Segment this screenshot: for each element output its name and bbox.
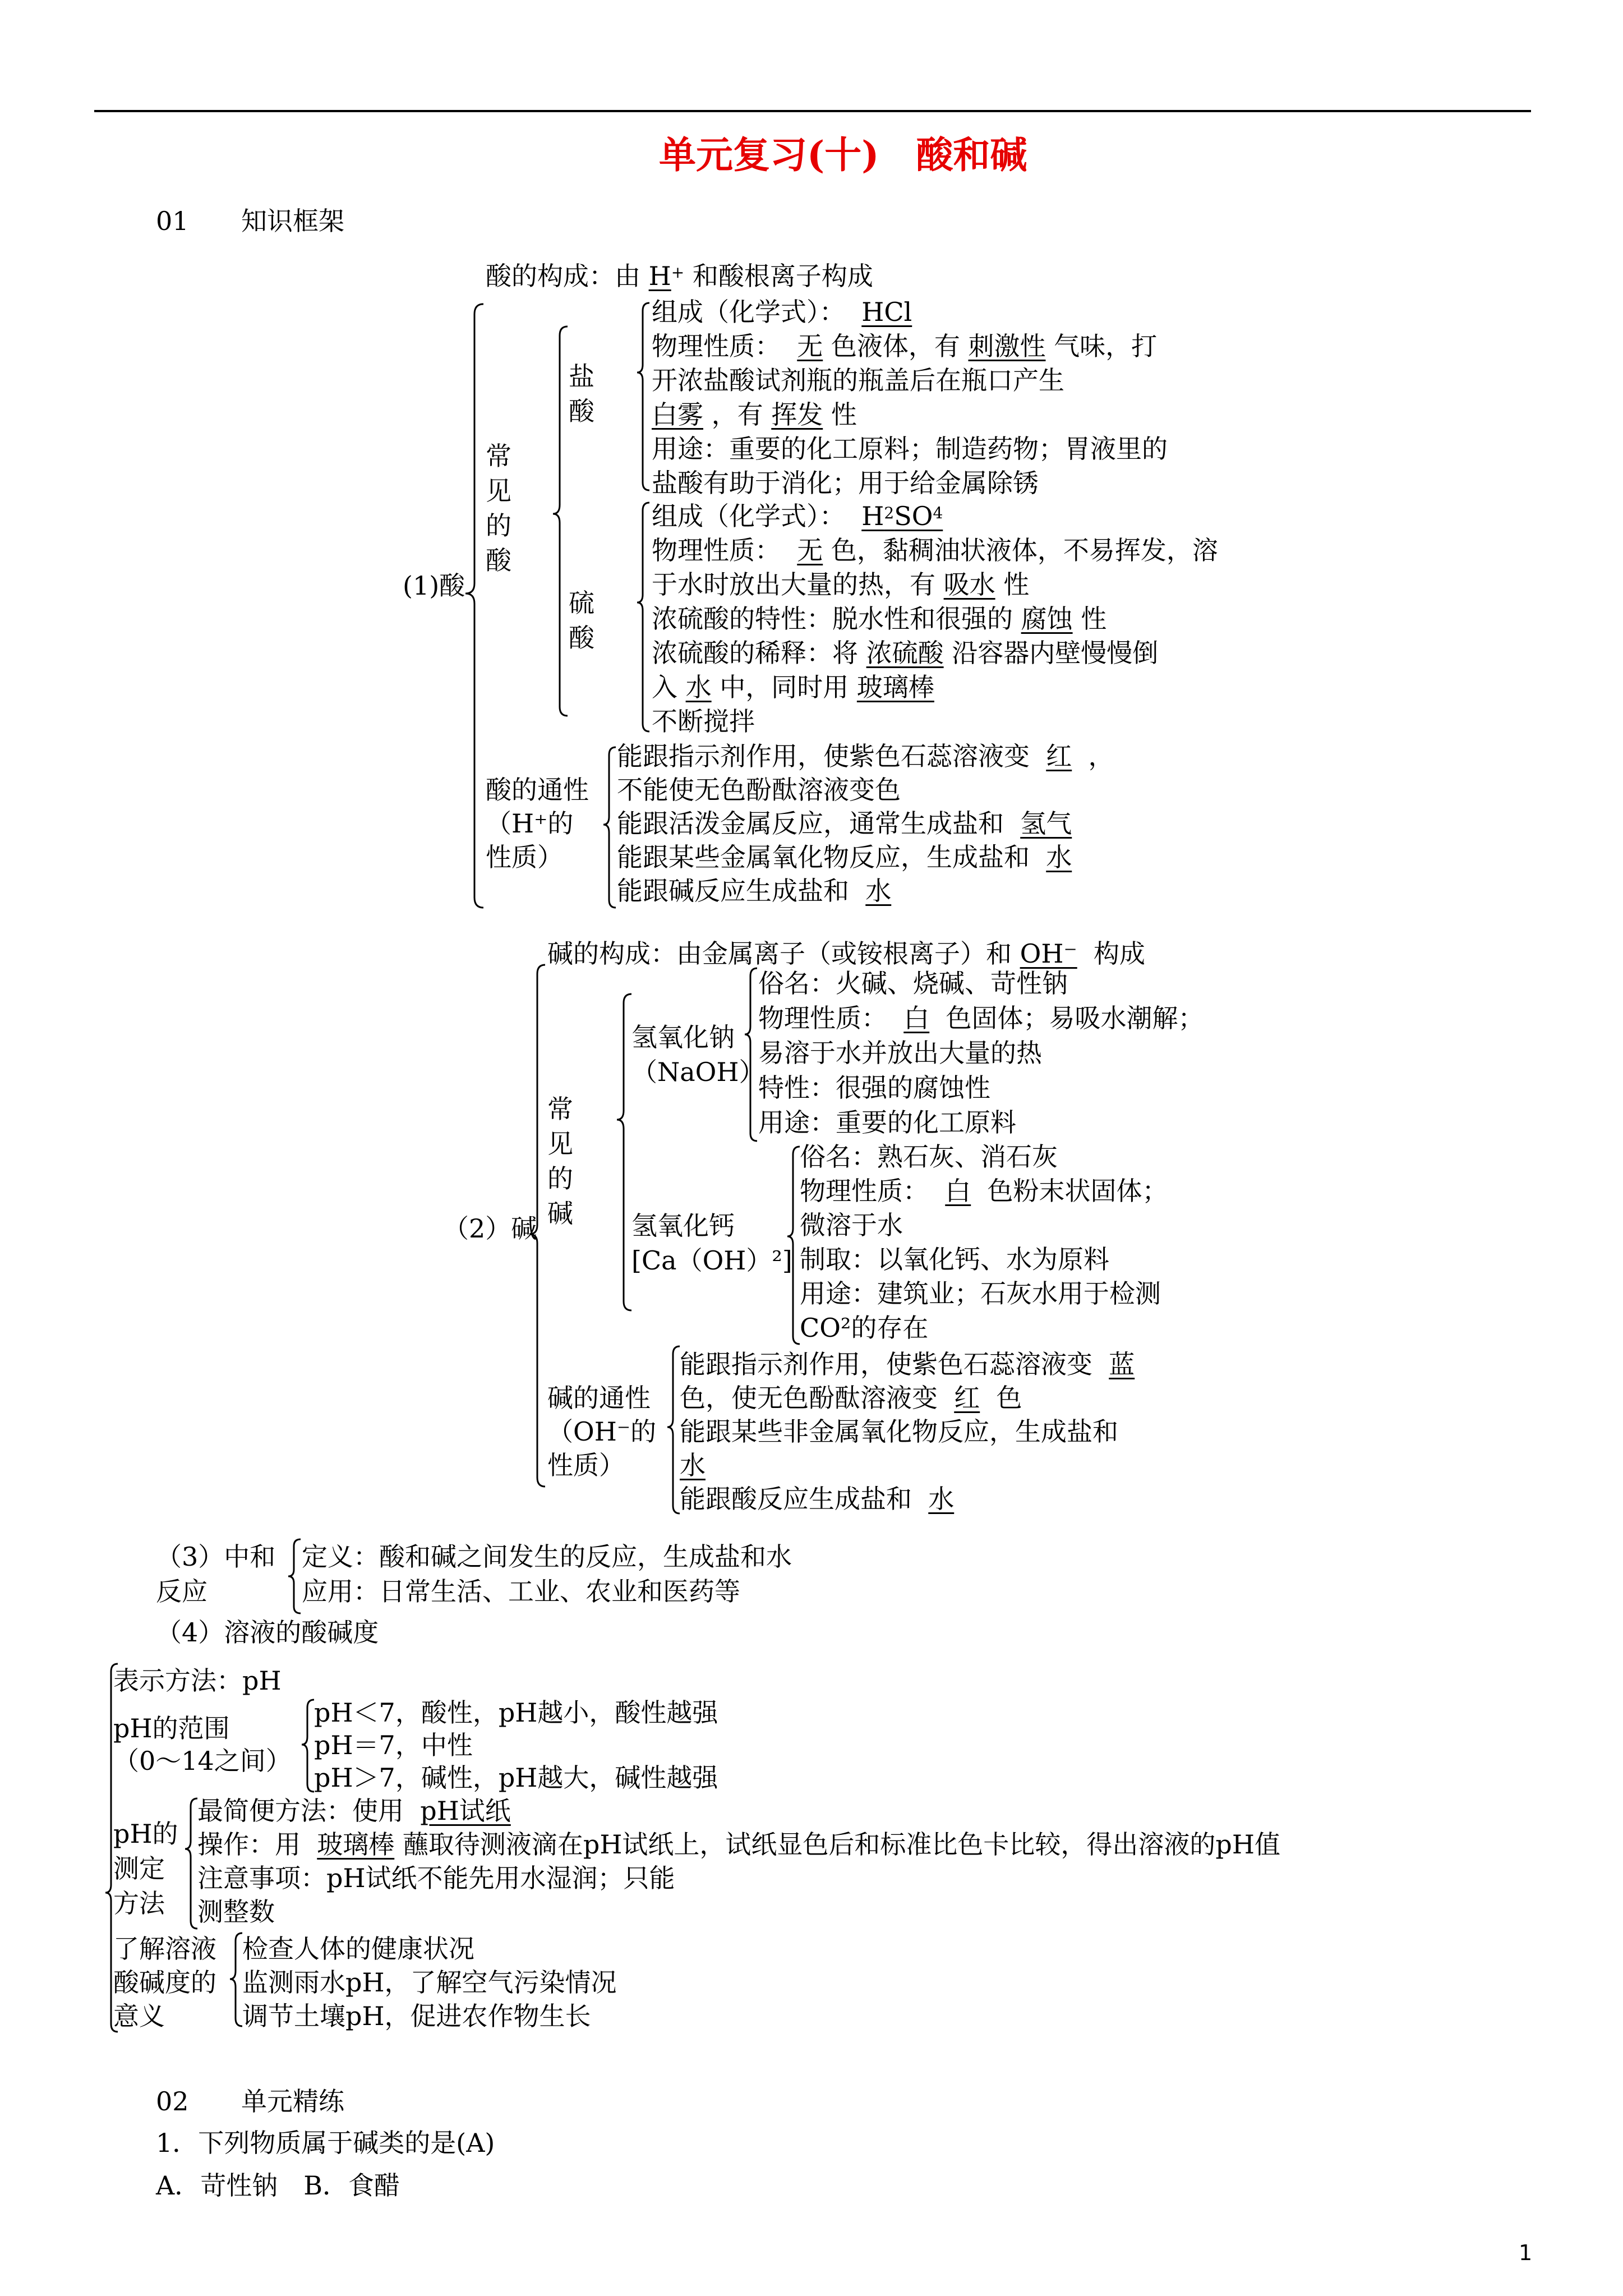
- question-1-stem: 1．下列物质属于碱类的是(A): [156, 2128, 495, 2158]
- hcl-details: 组成（化学式）： HCl 物理性质： 无 色液体，有 刺激性 气味，打 开浓盐酸试剂瓶的瓶盖后在瓶口产生 白雾 ，有 挥发 性 用途：重要的化工原料；制造药物；胃液里的 盐酸有助于消化；用于给金属除锈: [652, 297, 1168, 498]
- base-general-label: 碱的通性 （OH⁻的 性质）: [547, 1383, 657, 1480]
- section2-title: 单元精练: [241, 2086, 344, 2116]
- naoh-details: 俗名：火碱、烧碱、苛性钠 物理性质： 白 色固体；易吸水潮解； 易溶于水并放出大量的热 特性：很强的腐蚀性 用途：重要的化工原料: [758, 968, 1204, 1138]
- h2so4-details: 组成（化学式）： $H^2SO^4$ 物理性质： 无 色，黏稠油状液体，不易挥发，溶 于水时放出大量的热，有 吸水 性 浓硫酸的特性：脱水性和很强的 腐蚀 性 浓硫酸的稀释：将 浓硫酸 沿容器内壁慢慢倒 入 水 中，同时用 玻璃棒 不断搅拌: [652, 501, 1218, 737]
- base-composition: 碱的构成：由金属离子（或铵根离子）和 OH⁻ 构成: [547, 938, 1145, 969]
- ph-method-details: 最简便方法：使用 pH试纸 操作：用 玻璃棒 蘸取待测液滴在pH试纸上，试纸显色后和标准比色卡比较，得出溶液的pH值 注意事项：pH试纸不能先用水湿润；只能 测整数: [197, 1796, 1280, 1927]
- ph-method-label: pH的 测定 方法: [113, 1819, 178, 1918]
- acid-general-label: 酸的通性 （H⁺的 性质）: [486, 775, 589, 872]
- page-number: 1: [1519, 2240, 1533, 2265]
- section-title: 知识框架: [241, 206, 344, 236]
- neutralization-label: （3）中和 反应: [156, 1542, 276, 1607]
- common-acid-label: 常 见 的 酸: [486, 441, 511, 576]
- ph-range-details: pH＜7，酸性，pH越小，酸性越强 pH＝7，中性 pH＞7，碱性，pH越大，碱性越强: [314, 1697, 718, 1793]
- ph-heading: （4）溶液的酸碱度: [156, 1617, 379, 1648]
- section-number: 01: [156, 206, 189, 236]
- caoh2-label: 氢氧化钙 [Ca（OH）²]: [631, 1211, 792, 1276]
- ph-meaning-details: 检查人体的健康状况 监测雨水pH，了解空气污染情况 调节土壤pH，促进农作物生长: [242, 1934, 617, 2031]
- base-general-details: 能跟指示剂作用，使紫色石蕊溶液变 蓝 色，使无色酚酞溶液变 红 色 能跟某些非金属氧化物反应，生成盐和 水 能跟酸反应生成盐和 水: [680, 1349, 1135, 1514]
- hcl-label: 盐 酸: [569, 361, 594, 426]
- neutralization-details: 定义：酸和碱之间发生的反应，生成盐和水 应用：日常生活、工业、农业和医药等: [302, 1542, 792, 1607]
- ph-range-label: pH的范围 （0～14之间）: [113, 1713, 292, 1776]
- section2-number: 02: [156, 2086, 189, 2116]
- ph-meaning-label: 了解溶液 酸碱度的 意义: [113, 1934, 216, 2031]
- ph-expression: 表示方法：pH: [113, 1665, 282, 1696]
- acid-composition: 酸的构成：由 H+ 和酸根离子构成: [486, 261, 873, 291]
- acid-label: (1)酸: [403, 570, 465, 601]
- h2so4-label: 硫 酸: [569, 588, 594, 653]
- question-1-options: A．苛性钠 B．食醋: [156, 2170, 400, 2201]
- acid-general-details: 能跟指示剂作用，使紫色石蕊溶液变 红 ， 不能使无色酚酞溶液变色 能跟活泼金属反应，通常生成盐和 氢气 能跟某些金属氧化物反应，生成盐和 水 能跟碱反应生成盐和 水: [617, 741, 1114, 906]
- naoh-label: 氢氧化钠 （NaOH）: [631, 1022, 765, 1087]
- base-label: （2）碱: [443, 1213, 537, 1244]
- page-title: 单元复习(十) 酸和碱: [659, 133, 1027, 177]
- caoh2-details: 俗名：熟石灰、消石灰 物理性质： 白 色粉末状固体； 微溶于水 制取：以氧化钙、水为原料 用途：建筑业；石灰水用于检测 CO²的存在: [800, 1142, 1168, 1343]
- common-base-label: 常 见 的 碱: [547, 1094, 573, 1228]
